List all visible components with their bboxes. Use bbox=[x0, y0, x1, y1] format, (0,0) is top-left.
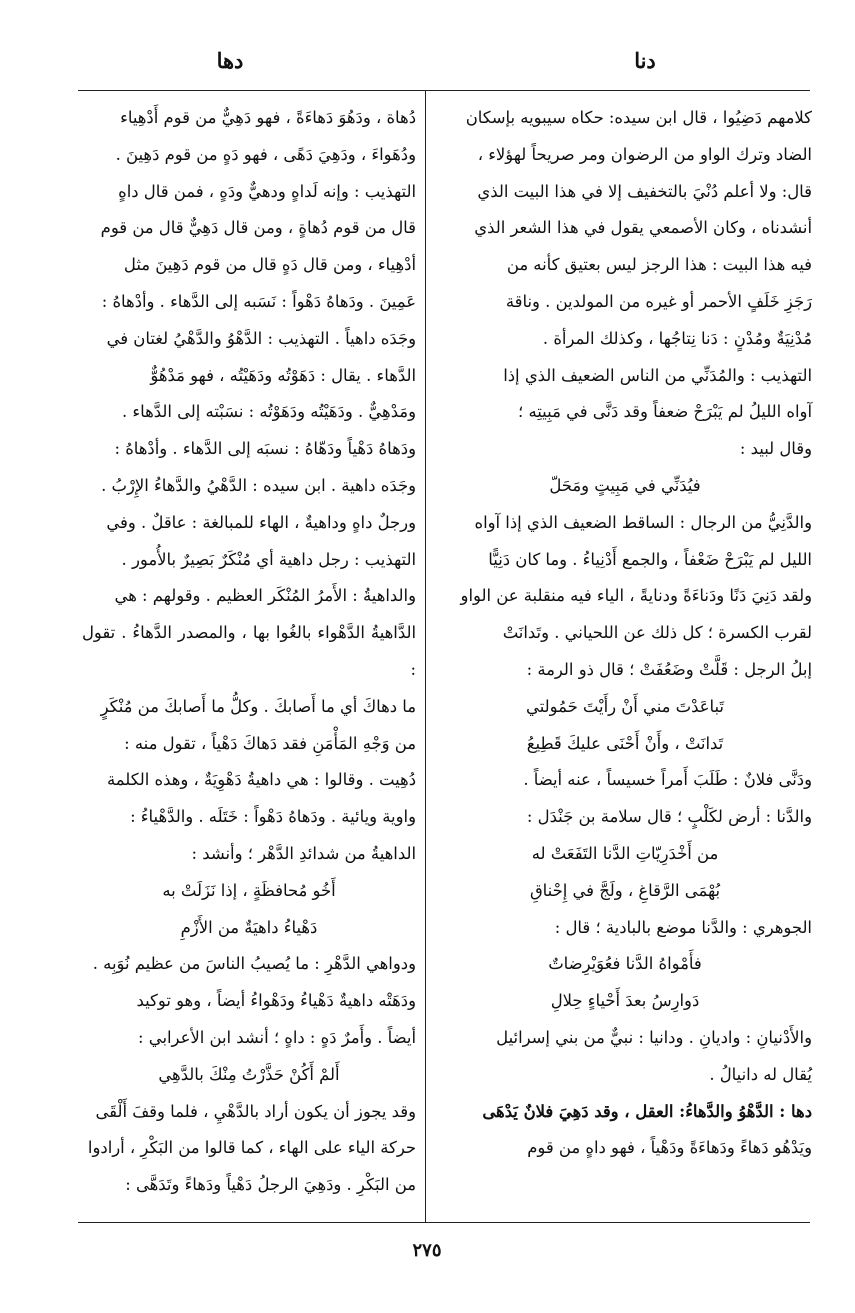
text-line: أدْهِياء ، ومن قال دَهٍ قال من قوم دَهِينَ مثل bbox=[123, 255, 416, 275]
text-line: قال من قوم دُهاةٍ ، ومن قال دَهِيٌّ قال من قوم bbox=[100, 218, 416, 238]
verse-line: أَلمْ أَكُنْ حَذَّرْتُ مِنْكَ بالدَّهِي bbox=[158, 1064, 340, 1084]
text-line: ومَدْهِيٌّ . ودَهَيْتُه ودَهَوْتُه : نسَبْته إلى الدَّهاء . bbox=[121, 402, 416, 422]
verse-line: بُهْمَى الرَّقاغِ ، ولَجَّ في إِحْناقِ bbox=[529, 880, 721, 900]
text-line: أيضاً . وأَمرٌ دَهٍ : داهٍ ؛ أنشد ابن الأعرابي : bbox=[138, 1027, 416, 1047]
verse-line: تَدانَتْ ، وأَنْ أَحْنَى عليكَ قَطِيعُ bbox=[526, 733, 724, 753]
text-line: ويَدْهُو دَهاءً ودَهاءَةً ودَهْياً ، فهو داهٍ من قوم bbox=[527, 1138, 812, 1158]
verse-line: أَخُو مُحافظَةٍ ، إذا نَزَلَتْ به bbox=[162, 880, 336, 900]
text-line: ودَنَّى فلانٌ : طَلَبَ أَمراً خسيساً ، عنه أيضاً . bbox=[523, 770, 812, 790]
text-line: الدَّهاء . يقال : دَهَوْتُه ودَهَيْتُه ، فهو مَدْهُوٌّ bbox=[150, 365, 416, 385]
text-line: والداهيةُ : الأَمرُ المُنْكَر العظيم . وقولهم : هي bbox=[114, 586, 416, 606]
text-line: والدَّنا : أرض لكَلْبٍ ؛ قال سلامة بن جَنْدَل : bbox=[526, 807, 812, 827]
text-line: قال: ولا أعلم دُنْيَ بالتخفيف إلا في هذا البيت الذي bbox=[477, 181, 812, 201]
text-line: الليل لم يَبْرَحْ ضَعْفاً ، والجمع أَدْنِياءُ . وما كان دَنِيًّا bbox=[488, 549, 812, 569]
text-line: عَمِينَ . ودَهاهُ دَهْواً : نَسَبه إلى الدَّهاء . وأدْهاهُ : bbox=[101, 291, 416, 311]
text-line: الجوهري : والدَّنا موضع بالبادية ؛ قال : bbox=[554, 917, 812, 937]
text-line: فيه هذا البيت : هذا الرجز ليس بعتيق كأنه من bbox=[506, 255, 812, 275]
text-line: الداهيةُ من شدائدِ الدَّهْر ؛ وأنشد : bbox=[191, 843, 416, 863]
header-left-entry: دها bbox=[216, 48, 244, 73]
text-line: التهذيب : رجل داهية أي مُنْكَرٌ بَصِيرٌ بالأُمور . bbox=[121, 549, 416, 569]
page-number: ٢٧٥ bbox=[412, 1240, 442, 1261]
text-line: والأَدْنيانِ : واديانِ . ودانيا : نبيٌّ من بني إسرائيل bbox=[496, 1027, 812, 1047]
text-line: الدَّاهيةُ الدَّهْواء بالغُوا بها ، والمصدر الدَّهاءُ . تقول : bbox=[82, 623, 416, 679]
text-line: وجَدَه داهية . ابن سيده : الدَّهْيُ والدَّهاءُ الإِرْبُ . bbox=[101, 475, 416, 495]
text-line: التهذيب : وإنه لَداهٍ ودهيٌّ ودَهٍ ، فمن قال داهٍ bbox=[118, 181, 416, 201]
text-line: لقرب الكسرة ؛ كل ذلك عن اللحياني . وتَدانَتْ bbox=[502, 623, 812, 643]
text-line: وقال لبيد : bbox=[739, 439, 812, 459]
entry-heading-line: دها : الدَّهْوُ والدَّهاءُ: العقل ، وقد دَهِيَ فلانٌ يَدْهَى bbox=[482, 1101, 812, 1121]
text-line: ولقد دَنِيَ دَنًا ودَناءَةً ودنايةً ، الياء فيه منقلبة عن الواو bbox=[460, 586, 812, 606]
text-line: دُهِيت . وقالوا : هي داهيةُ دَهْوِيَةٌ ، وهذه الكلمة bbox=[107, 770, 416, 790]
text-line: مُدْنِيَةٌ ومُدْنٍ : دَنا نِتاجُها ، وكذلك المرأة . bbox=[542, 328, 812, 348]
text-line: آواه الليلُ لم يَبْرَحْ ضعفاً وقد دَنَّى في مَبِيتِه ؛ bbox=[518, 402, 812, 422]
text-line: ما دهاكَ أي ما أَصابكَ . وكلُّ ما أَصابكَ من مُنْكَرٍ bbox=[100, 696, 416, 716]
text-line: وقد يجوز أن يكون أراد بالدَّهْيِ ، فلما وقفَ أَلْقَى bbox=[95, 1101, 416, 1121]
text-line: والدَّنِيُّ من الرجال : الساقط الضعيف الذي إذا آواه bbox=[474, 512, 812, 532]
verse-line: من أَخْدَرِيّاتِ الدَّنا التَفَعَتْ له bbox=[531, 843, 719, 863]
text-line: حركة الياء على الهاء ، كما قالوا من البَكْرِ ، أرادوا bbox=[87, 1138, 416, 1158]
text-line: كلامهم دَضِيُوا ، قال ابن سيده: حكاه سيبويه بإسكان bbox=[465, 108, 812, 127]
text-line: ودَهَتْه داهيةٌ دَهْياءُ ودَهْواءُ أيضاً ، وهو توكيد bbox=[136, 991, 416, 1011]
column-divider bbox=[425, 90, 426, 1222]
text-line: من وَجْهِ المَأْمَنِ فقد دَهاكَ دَهْياً ، تقول منه : bbox=[124, 733, 416, 753]
text-line: التهذيب : والمُدَنِّي من الناس الضعيف الذي إذا bbox=[503, 365, 812, 385]
text-line: دُهاة ، ودَهُوَ دَهاءَةً ، فهو دَهِيٌّ من قوم أَدْهِياء bbox=[120, 108, 416, 127]
text-line: رَجَزِ خَلَفٍ الأحمر أو غيره من المولدين . وناقة bbox=[505, 291, 812, 311]
text-line: من البَكْرِ . ودَهِيَ الرجلُ دَهْياً ودَهاءً وتَدَهَّى : bbox=[125, 1175, 416, 1195]
right-column bbox=[438, 100, 812, 1167]
header-right-entry: دنا bbox=[634, 48, 656, 73]
verse-line: تَباعَدْتَ مني أَنْ رأَيْتَ حَمُولتي bbox=[526, 696, 724, 716]
footer-rule bbox=[78, 1222, 810, 1223]
text-line: ودُهَواءَ ، ودَهِيَ دَهًى ، فهو دَهٍ من قوم دَهِينَ . bbox=[115, 144, 416, 164]
text-line: أنشدناه ، وكان الأصمعي يقول في هذا الشعر الذي bbox=[474, 218, 812, 238]
text-line: يُقال له دانيالُ . bbox=[709, 1064, 812, 1084]
text-line: الضاد وترك الواو من الرضوان ومر صريحاً لهؤلاء ، bbox=[477, 144, 812, 164]
text-line: ورجلٌ داهٍ وداهيةٌ ، الهاء للمبالغة : عاقلٌ . وفي bbox=[106, 512, 416, 532]
verse-line: دَوارِسُ بعدَ أَحْياءٍ حِلالِ bbox=[550, 991, 700, 1011]
verse-line: فأَمْواهُ الدَّنا فعُوَيْرِضاتٌ bbox=[548, 954, 702, 974]
verse-line: دَهْياءُ داهيَةٌ من الأَزْمِ bbox=[180, 917, 318, 937]
text-line: ودواهي الدَّهْرِ : ما يُصيبُ الناسَ من عظيم نُوَبِه . bbox=[92, 954, 416, 974]
text-line: واوية ويائية . ودَهاهُ دَهْواً : خَتَلَه . والدَّهْياءُ : bbox=[130, 807, 416, 827]
verse-line: فيُدَنِّي في مَبِيتٍ ومَحَلّ bbox=[549, 475, 701, 495]
header-rule bbox=[78, 90, 810, 91]
text-line: ودَهاهُ دَهْياً ودَهّاهُ : نسبَه إلى الدَّهاء . وأدْهاهُ : bbox=[114, 439, 416, 459]
left-column bbox=[82, 100, 416, 1204]
text-line: إبلُ الرجل : قَلَّتْ وضَعُفَتْ ؛ قال ذو الرمة : bbox=[526, 659, 812, 679]
text-line: وجَدَه داهياً . التهذيب : الدَّهْوُ والدَّهْيُ لغتان في bbox=[106, 328, 416, 348]
